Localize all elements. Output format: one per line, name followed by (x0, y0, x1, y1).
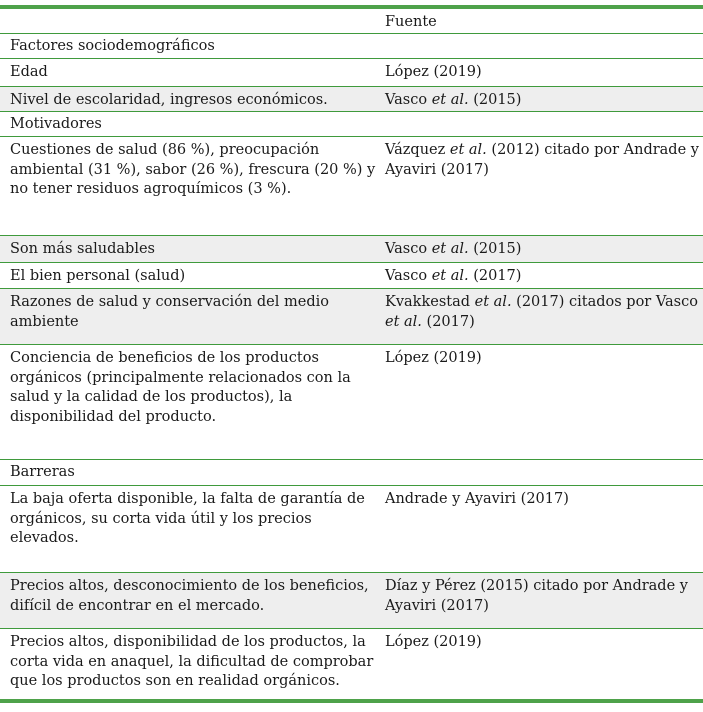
factor-line: Razones de salud y conservación del medio (10, 294, 329, 310)
source-line (385, 633, 482, 653)
table-row (0, 629, 703, 699)
factor-line: no tener residuos agroquímicos (3 %). (10, 181, 292, 197)
factor-cell (10, 577, 369, 616)
source-line (385, 240, 521, 260)
factor-line: El bien personal (salud) (10, 268, 186, 284)
source-line (385, 313, 698, 333)
factor-line: Precios altos, disponibilidad de los productos, la (10, 634, 366, 650)
section-title-row (0, 112, 703, 137)
factor-cell (10, 267, 185, 287)
table-row (0, 289, 703, 345)
factor-line: corta vida en anaquel, la dificultad de comprobar (10, 653, 374, 670)
source-cell (385, 141, 699, 180)
factor-line: que los productos son en realidad orgánicos. (10, 673, 340, 689)
factor-line: Edad (10, 64, 48, 80)
source-line (385, 597, 688, 617)
table-header-row (0, 9, 703, 34)
bottom-rule (0, 699, 703, 703)
source-author: Ayaviri (2017) (385, 597, 489, 614)
source-line (385, 490, 569, 510)
factor-cell (10, 240, 155, 260)
source-cell (385, 349, 482, 369)
source-author: López (2019) (385, 64, 482, 80)
source-line (385, 293, 698, 313)
factor-line: salud y la calidad de los productos), la (10, 389, 293, 405)
source-etal: et al. (431, 92, 469, 108)
source-author: Vázquez (385, 142, 450, 158)
source-cell (385, 577, 688, 616)
table-row (0, 263, 703, 289)
section-title-motivators: Motivadores (10, 116, 102, 132)
factor-cell (10, 490, 365, 549)
factor-line: orgánicos, su corta vida útil y los precios (10, 510, 312, 527)
source-etal: et al. (431, 268, 469, 284)
section-title-sociodemographic: Factores sociodemográficos (10, 38, 215, 54)
source-etal: et al. (449, 142, 487, 158)
source-year: (2015) (468, 241, 522, 257)
source-year: (2015) (468, 92, 522, 108)
source-line (385, 267, 521, 287)
source-line (385, 141, 699, 161)
source-cell (385, 63, 482, 83)
source-year: (2017) (468, 268, 522, 284)
table-row (0, 87, 703, 112)
source-column-header: Fuente (385, 14, 437, 30)
source-line (385, 577, 688, 597)
source-author: Kvakkestad (385, 294, 475, 310)
factor-cell (10, 349, 351, 427)
source-cell (385, 240, 521, 260)
source-author: Vasco (385, 92, 432, 108)
source-cell (385, 91, 521, 111)
factor-line: Nivel de escolaridad, ingresos económicos. (10, 92, 328, 108)
source-cell (385, 633, 482, 653)
factor-line: elevados. (10, 530, 79, 546)
source-author: López (2019) (385, 350, 482, 366)
factor-cell (10, 63, 48, 83)
factor-cell (10, 293, 329, 332)
factor-line: Precios altos, desconocimiento de los beneficios, (10, 578, 369, 594)
source-author: Andrade y Ayaviri (2017) (385, 491, 569, 507)
source-cell (385, 293, 698, 332)
source-author: Vasco (385, 268, 432, 284)
source-cell (385, 490, 569, 510)
section-title-barriers: Barreras (10, 464, 75, 480)
source-year: (2012) citado por Andrade y (486, 142, 699, 158)
source-author: Ayaviri (2017) (385, 161, 489, 178)
section-title-row (0, 34, 703, 59)
source-year: (2017) citados por Vasco (511, 294, 698, 310)
table-row (0, 345, 703, 460)
table-row (0, 59, 703, 87)
section-title-row (0, 460, 703, 486)
factor-line: Conciencia de beneficios de los productos (10, 350, 319, 366)
source-line (385, 161, 699, 181)
source-line (385, 63, 482, 83)
factor-line: Cuestiones de salud (86 %), preocupación (10, 142, 320, 158)
source-author: Díaz y Pérez (2015) citado por Andrade y (385, 578, 688, 594)
source-author: Vasco (385, 241, 432, 257)
source-year: (2017) (421, 313, 475, 330)
factor-cell (10, 141, 375, 200)
source-etal: et al. (474, 294, 512, 310)
factor-line: La baja oferta disponible, la falta de garantía de (10, 491, 365, 507)
factor-cell (10, 633, 373, 692)
source-etal: et al. (385, 313, 422, 330)
table-row (0, 137, 703, 236)
table-row (0, 486, 703, 573)
factor-line: difícil de encontrar en el mercado. (10, 597, 265, 614)
source-line (385, 91, 521, 111)
source-etal: et al. (431, 241, 469, 257)
factor-line: Son más saludables (10, 241, 155, 257)
source-cell (385, 267, 521, 287)
table-row (0, 573, 703, 629)
table-row (0, 236, 703, 263)
source-author: López (2019) (385, 634, 482, 650)
factor-line: ambiente (10, 313, 79, 330)
factor-cell (10, 91, 328, 111)
factor-line: orgánicos (principalmente relacionados con la (10, 369, 351, 386)
factor-line: ambiental (31 %), sabor (26 %), frescura (20 %) y (10, 161, 376, 178)
factor-line: disponibilidad del producto. (10, 408, 217, 425)
source-line (385, 349, 482, 369)
